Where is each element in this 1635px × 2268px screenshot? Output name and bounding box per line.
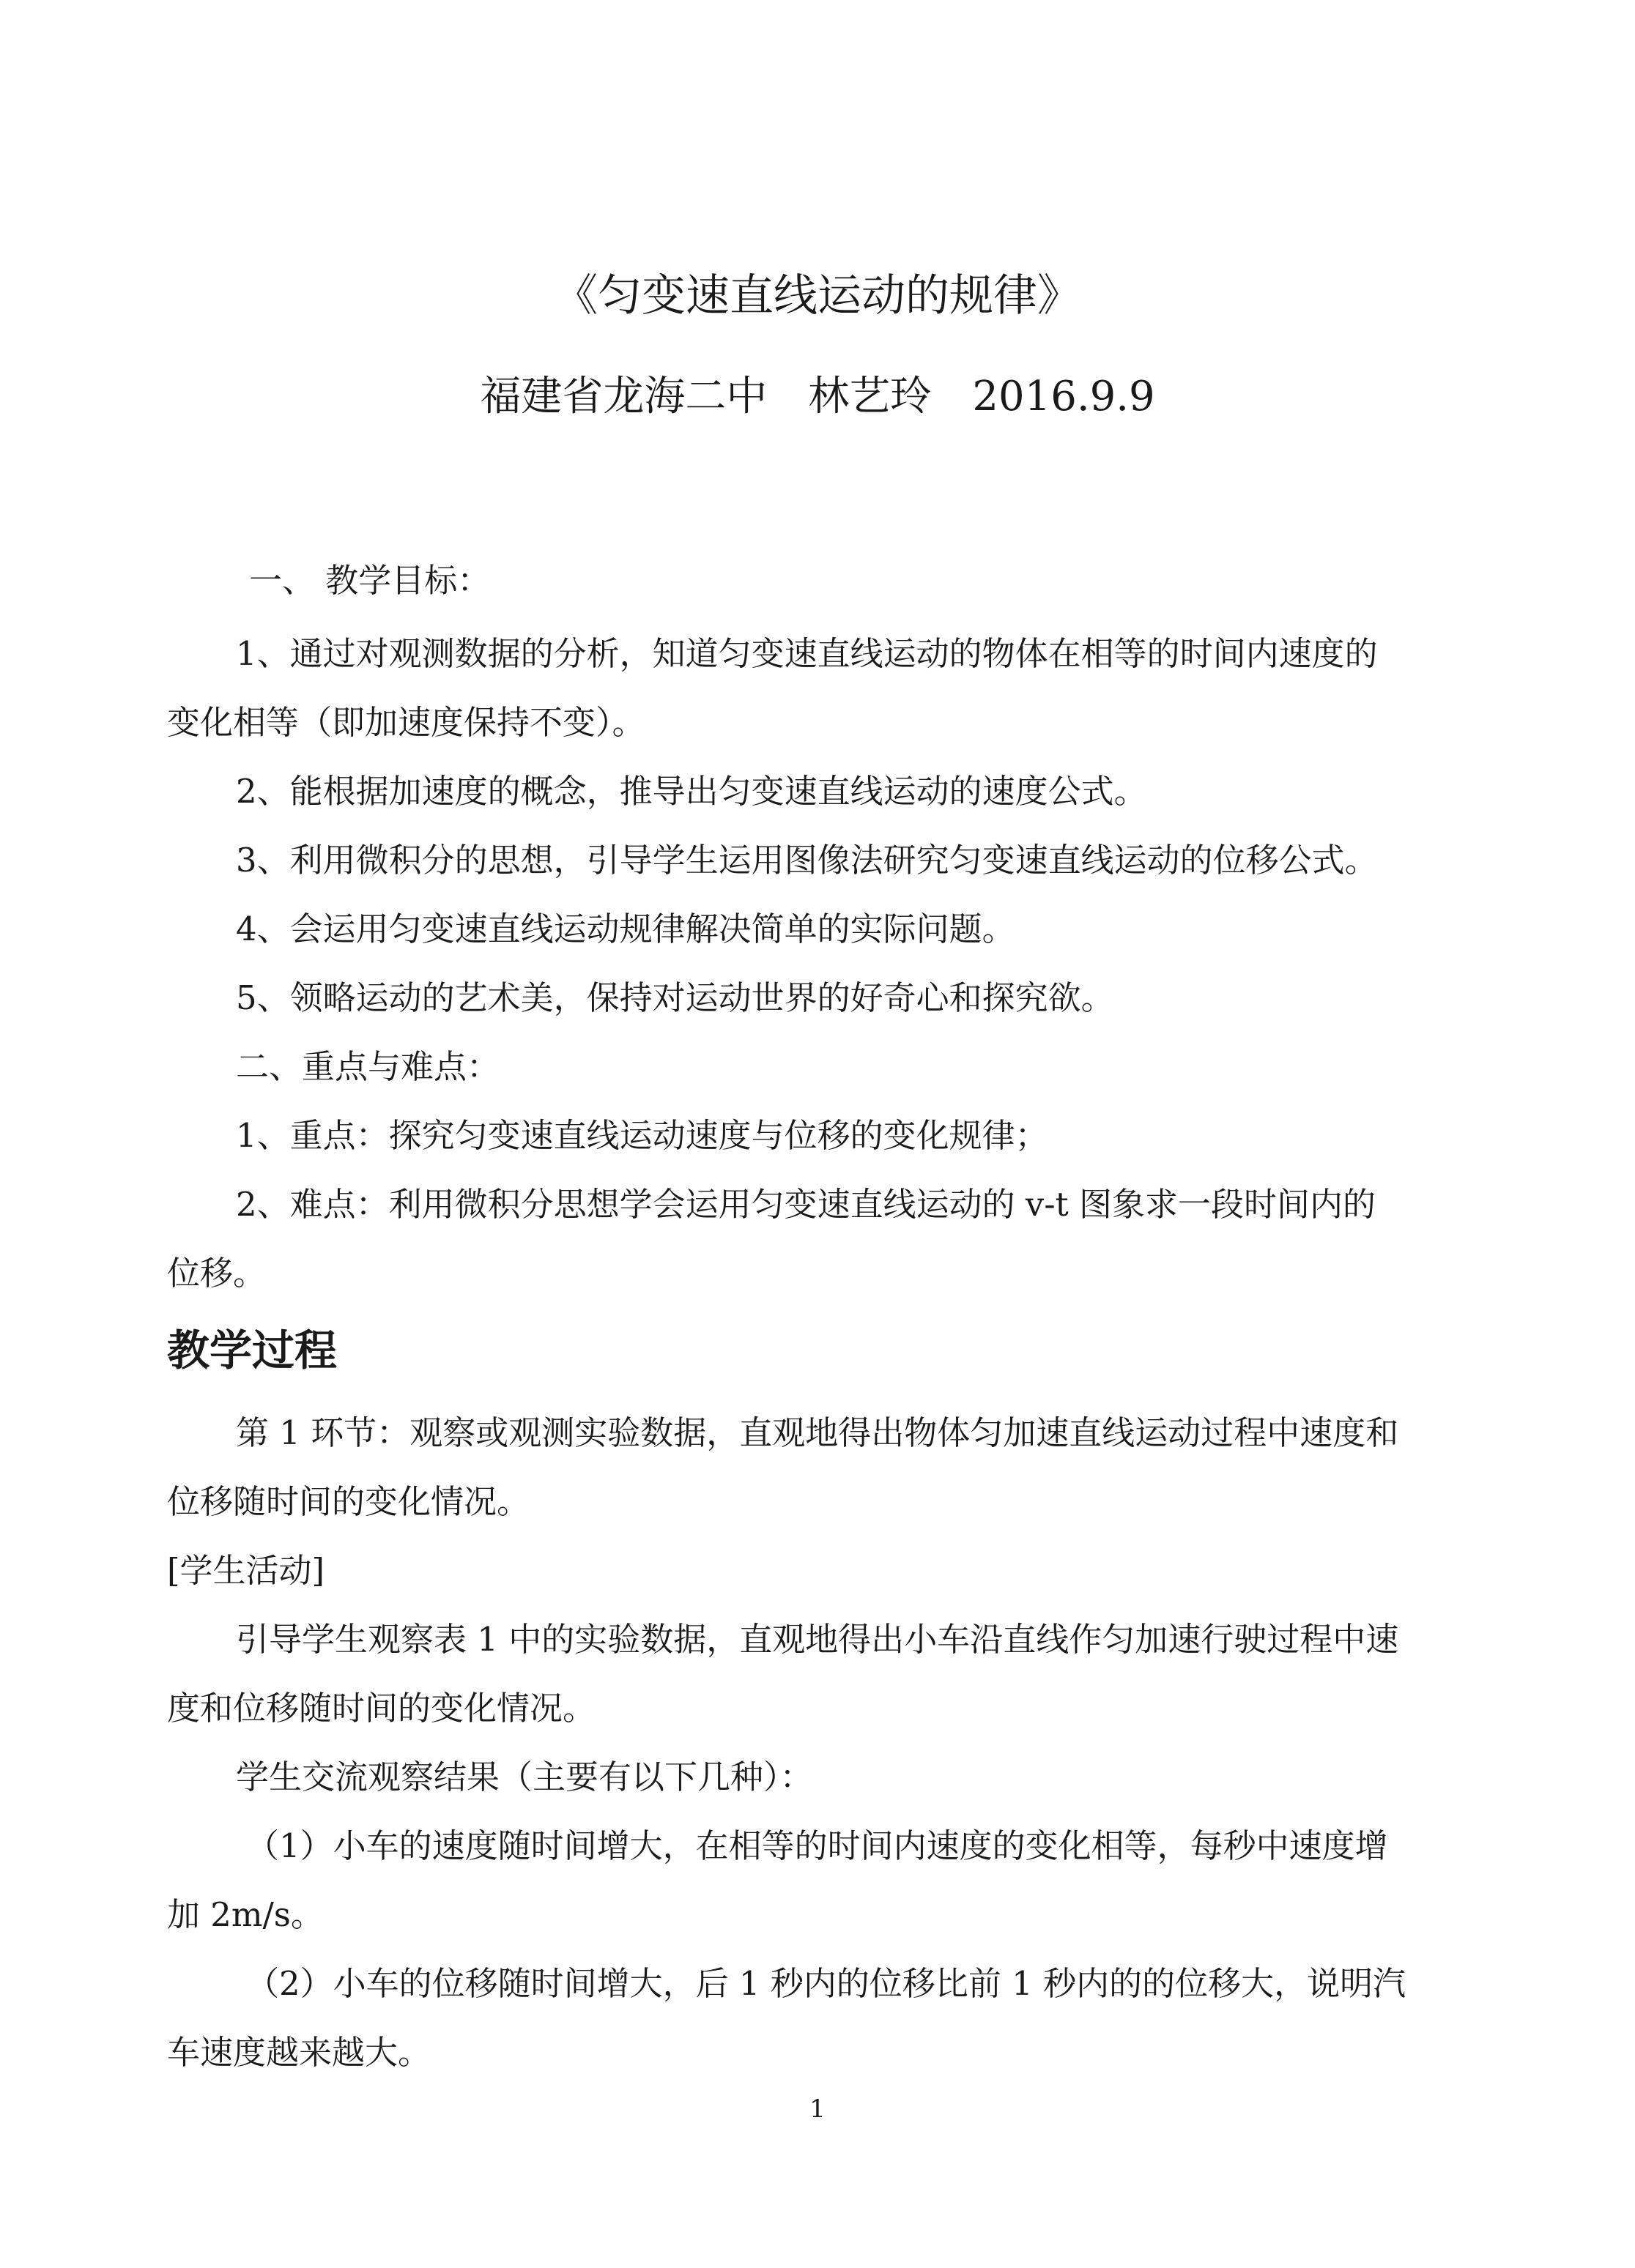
section-heading-objectives: 一、 教学目标： [249, 561, 491, 600]
section-heading-key-points: 二、重点与难点： [236, 1047, 500, 1086]
objective-3: 3、利用微积分的思想，引导学生运用图像法研究匀变速直线运动的位移公式。 [236, 841, 1378, 880]
observation-1-line2: 加 2m/s。 [167, 1895, 324, 1934]
step1-line1: 第 1 环节：观察或观测实验数据，直观地得出物体匀加速直线运动过程中速度和 [236, 1413, 1399, 1452]
objective-1-line1: 1、通过对观测数据的分析，知道匀变速直线运动的物体在相等的时间内速度的 [236, 634, 1378, 673]
observation-1-line1: （1）小车的速度随时间增大，在相等的时间内速度的变化相等，每秒中速度增 [246, 1826, 1388, 1865]
difficulty-line2: 位移。 [167, 1254, 267, 1293]
step1-line2: 位移随时间的变化情况。 [167, 1482, 530, 1521]
exchange-line: 学生交流观察结果（主要有以下几种）： [236, 1758, 813, 1796]
page-number: 1 [809, 2094, 826, 2124]
observation-2-line1: （2）小车的位移随时间增大，后 1 秒内的位移比前 1 秒内的的位移大，说明汽 [246, 1964, 1406, 2003]
observation-2-line2: 车速度越来越大。 [167, 2033, 431, 2072]
difficulty-line1: 2、难点：利用微积分思想学会运用匀变速直线运动的 v-t 图象求一段时间内的 [236, 1185, 1376, 1224]
guide-line1: 引导学生观察表 1 中的实验数据，直观地得出小车沿直线作匀加速行驶过程中速 [236, 1620, 1399, 1659]
page-title: 《匀变速直线运动的规律》 [554, 270, 1081, 321]
activity-label: [学生活动] [167, 1551, 325, 1590]
objective-1-line2: 变化相等（即加速度保持不变）。 [167, 703, 645, 742]
objective-5: 5、领略运动的艺术美，保持对运动世界的好奇心和探究欲。 [236, 978, 1114, 1017]
section-heading-process: 教学过程 [167, 1326, 338, 1375]
objective-2: 2、能根据加速度的概念，推导出匀变速直线运动的速度公式。 [236, 772, 1147, 811]
objective-4: 4、会运用匀变速直线运动规律解决简单的实际问题。 [236, 910, 1015, 948]
author-line: 福建省龙海二中 林艺玲 2016.9.9 [480, 373, 1155, 420]
key-point-1: 1、重点：探究匀变速直线运动速度与位移的变化规律； [236, 1116, 1048, 1155]
guide-line2: 度和位移随时间的变化情况。 [167, 1689, 596, 1728]
